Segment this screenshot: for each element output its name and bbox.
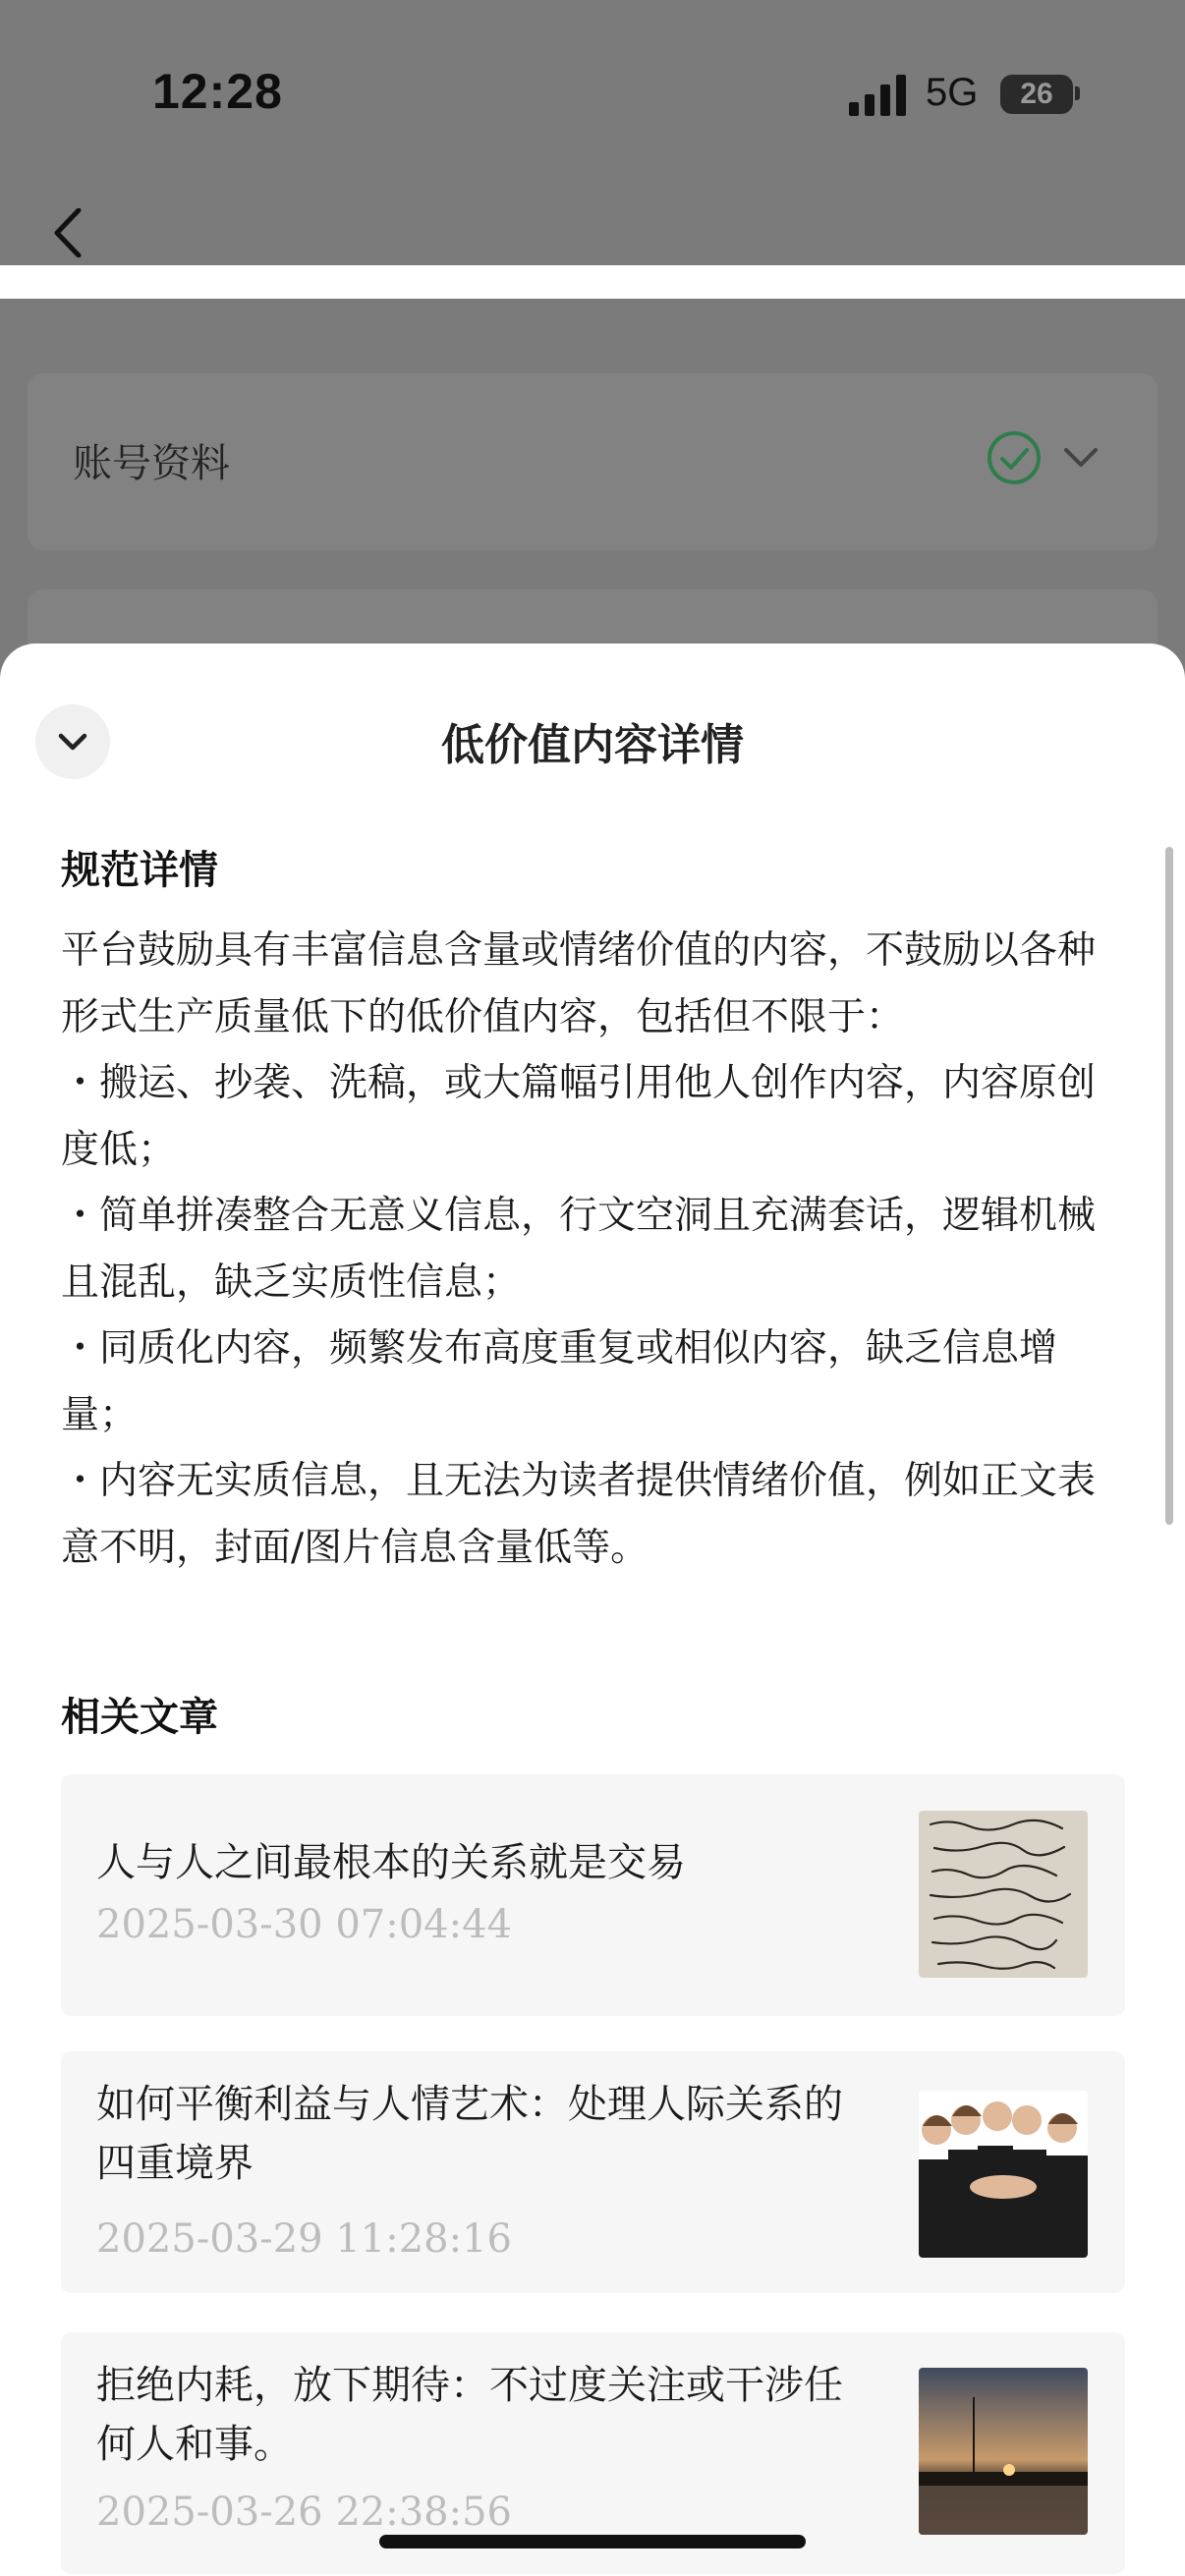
spec-heading: 规范详情 [61, 848, 218, 893]
related-article[interactable] [61, 2051, 1125, 2293]
team-hands-image [919, 2091, 1088, 2258]
sheet-title: 低价值内容详情 [441, 720, 744, 770]
related-heading: 相关文章 [61, 1695, 218, 1740]
spec-paragraph: ・简单拼凑整合无意义信息，行文空洞且充满套话，逻辑机械且混乱，缺乏实质性信息； [61, 1194, 1097, 1305]
article-date: 2025-03-29 11:28:16 [96, 2216, 512, 2262]
article-title: 如何平衡利益与人情艺术：处理人际关系的四重境界 [96, 2082, 843, 2186]
article-title: 拒绝内耗，放下期待：不过度关注或干涉任何人和事。 [96, 2363, 843, 2467]
status-time: 12:28 [152, 64, 283, 119]
battery-icon [1000, 75, 1073, 114]
spec-text [61, 918, 1132, 1581]
scrollbar[interactable] [1165, 847, 1173, 1525]
spec-paragraph: 平台鼓励具有丰富信息含量或情绪价值的内容，不鼓励以各种形式生产质量低下的低价值内容，包括但不限于： [61, 928, 1097, 1039]
chevron-left-icon[interactable] [49, 208, 88, 257]
article-date: 2025-03-26 22:38:56 [96, 2490, 512, 2535]
calligraphy-image [919, 1811, 1088, 1978]
sunset-lake-image [919, 2368, 1088, 2535]
spec-paragraph: ・同质化内容，频繁发布高度重复或相似内容，缺乏信息增量； [61, 1326, 1058, 1437]
signal-icon [849, 73, 910, 116]
battery-tip [1075, 86, 1080, 100]
check-circle-icon [987, 430, 1042, 485]
chevron-down-icon[interactable] [1063, 444, 1099, 472]
nav-bar [0, 196, 1185, 265]
article-title: 人与人之间最根本的关系就是交易 [96, 1840, 686, 1885]
article-date: 2025-03-30 07:04:44 [96, 1902, 512, 1947]
account-section-title: 账号资料 [73, 441, 230, 486]
spec-paragraph: ・搬运、抄袭、洗稿，或大篇幅引用他人创作内容，内容原创度低； [61, 1061, 1097, 1172]
battery-level: 26 [1020, 78, 1053, 110]
related-article[interactable] [61, 1774, 1125, 2016]
network-type: 5G [926, 71, 979, 114]
header-divider [0, 265, 1185, 299]
spec-paragraph: ・内容无实质信息，且无法为读者提供情绪价值，例如正文表意不明，封面/图片信息含量低等。 [61, 1459, 1097, 1570]
home-indicator[interactable] [379, 2535, 806, 2548]
